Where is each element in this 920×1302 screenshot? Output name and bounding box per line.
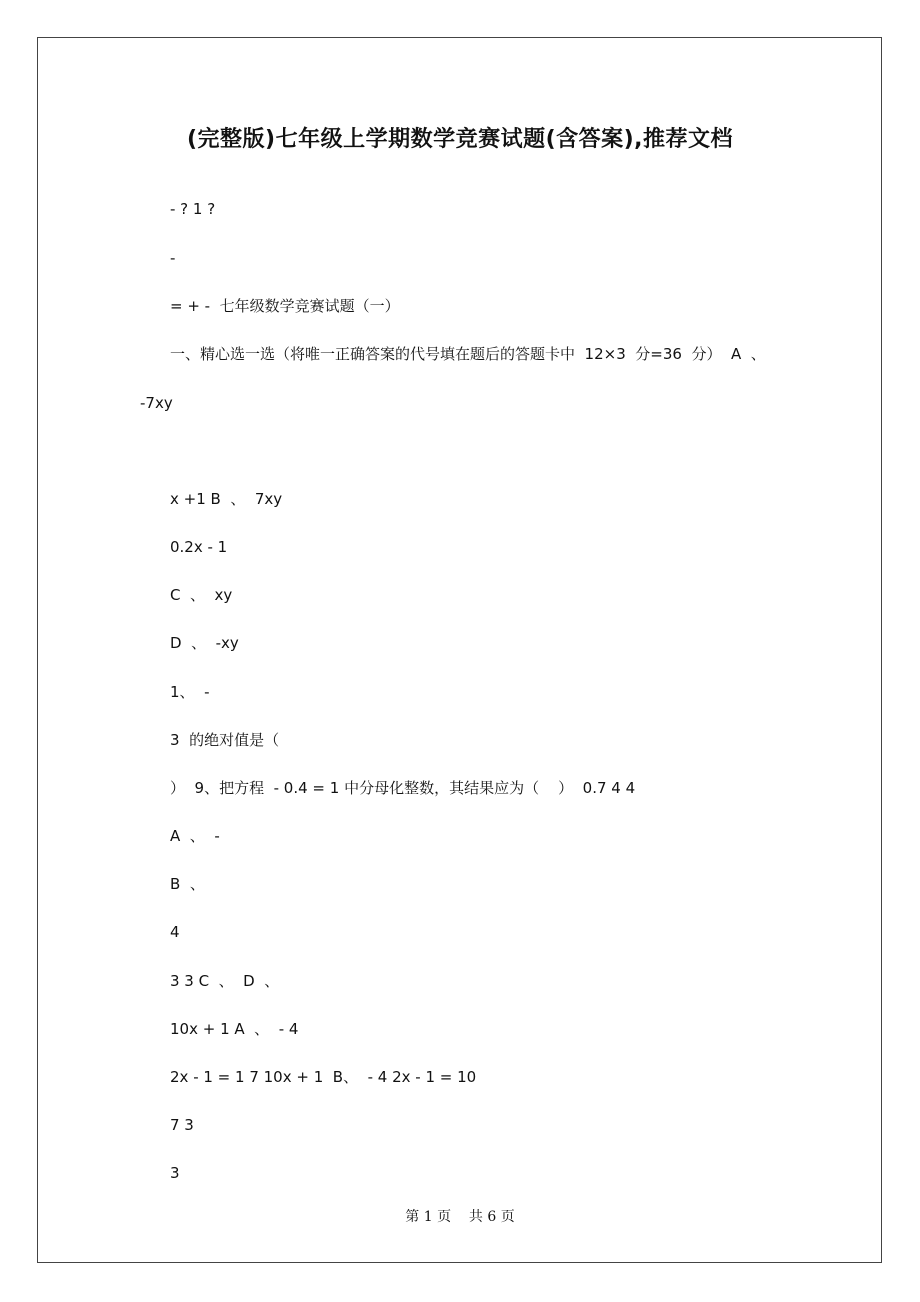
text-line: 4	[170, 923, 180, 941]
text-line: 10x + 1 A 、 - 4	[170, 1020, 299, 1038]
text-line: 3 3 C 、 D 、	[170, 972, 280, 990]
text-line: 一、精心选一选（将唯一正确答案的代号填在题后的答题卡中 12×3 分=36 分） A 、	[170, 345, 766, 363]
text-line: -7xy	[140, 394, 173, 412]
text-line: x +1 B 、 7xy	[170, 490, 283, 508]
text-line: -	[170, 249, 176, 267]
text-line: - ? 1 ?	[170, 200, 216, 218]
text-line: 0.2x - 1	[170, 538, 228, 556]
text-line: ） 9、把方程 - 0.4 = 1 中分母化整数，其结果应为（ ） 0.7 4 4	[170, 779, 636, 797]
text-line: 3	[170, 1164, 180, 1182]
text-line: 2x - 1 = 1 7 10x + 1 B、 - 4 2x - 1 = 10	[170, 1068, 477, 1086]
text-line: C 、 xy	[170, 586, 233, 604]
text-line: D 、 -xy	[170, 634, 239, 652]
text-line: B 、	[170, 875, 205, 893]
document-title: (完整版)七年级上学期数学竞赛试题(含答案),推荐文档	[186, 127, 734, 152]
text-line: 7 3	[170, 1116, 194, 1134]
text-line: 3 的绝对值是（	[170, 731, 280, 749]
page-footer: 第 1 页 共 6 页	[405, 1209, 515, 1225]
text-line: 1、 -	[170, 683, 210, 701]
text-line: = + - 七年级数学竞赛试题（一）	[170, 297, 400, 315]
text-line: A 、 -	[170, 827, 220, 845]
